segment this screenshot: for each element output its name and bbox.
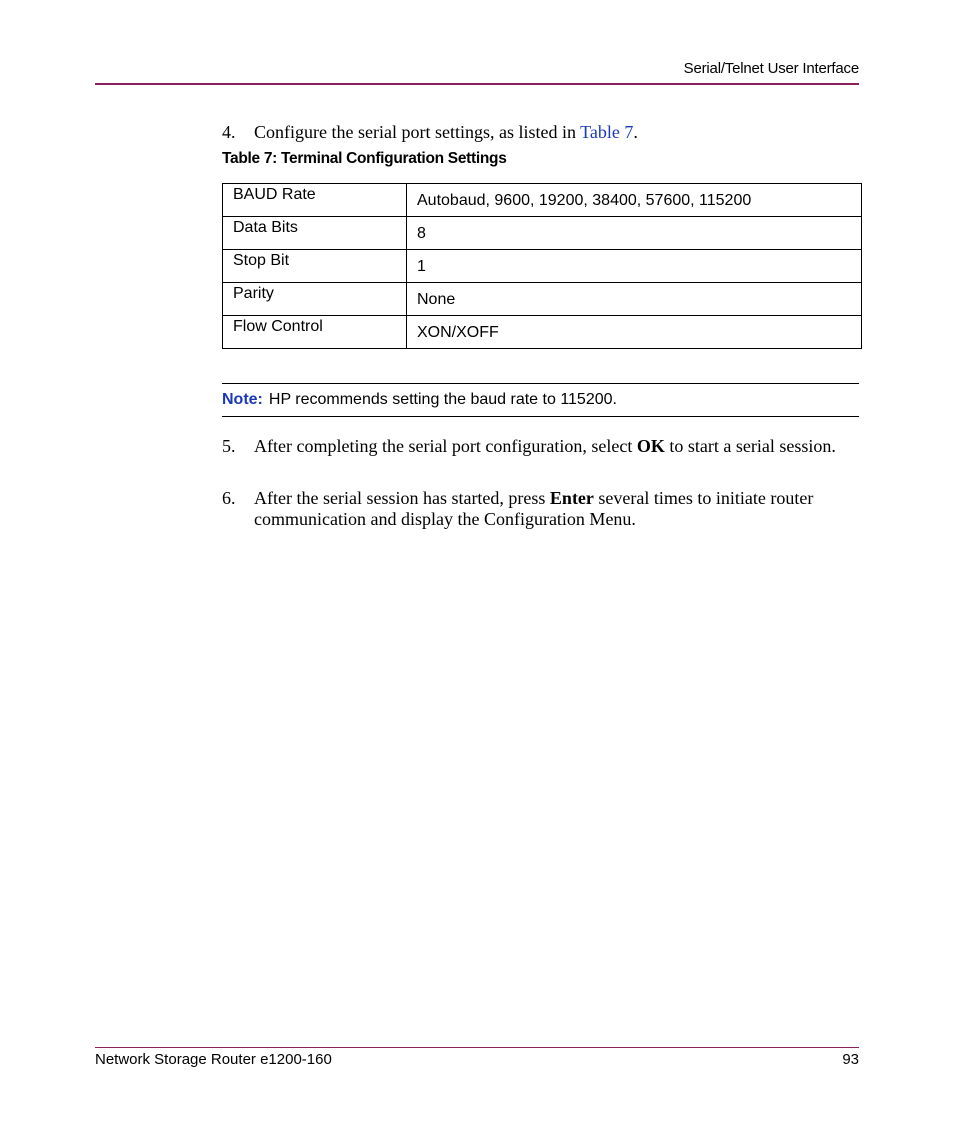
note-box	[222, 383, 859, 417]
note-label: Note:	[222, 391, 263, 408]
step-text-end: .	[633, 122, 638, 142]
row-value: 1	[407, 250, 862, 283]
step-text: Configure the serial port settings, as listed in	[254, 122, 581, 142]
step-number: 5.	[222, 436, 236, 456]
row-label: BAUD Rate	[223, 184, 407, 217]
row-label: Flow Control	[223, 316, 407, 349]
running-header: Serial/Telnet User Interface	[683, 60, 859, 77]
step-text: After completing the serial port configuration, select	[254, 436, 637, 456]
row-value: 8	[407, 217, 862, 250]
step-text-end: several times to initiate router communication and display the Configuration Menu.	[254, 488, 814, 529]
row-label: Parity	[223, 283, 407, 316]
row-value: None	[407, 283, 862, 316]
step-body	[254, 436, 862, 457]
table-row	[223, 184, 862, 217]
enter-keyword: Enter	[549, 488, 594, 508]
table-row	[223, 217, 862, 250]
terminal-settings-table	[222, 183, 862, 349]
footer-product: Network Storage Router e1200-160	[95, 1051, 332, 1068]
step-number: 4.	[222, 122, 236, 142]
step-body	[254, 122, 862, 143]
row-value: XON/XOFF	[407, 316, 862, 349]
step-body	[254, 488, 862, 530]
table-row	[223, 316, 862, 349]
step-text: After the serial session has started, press	[254, 488, 550, 508]
step-number: 6.	[222, 488, 236, 508]
step-6	[222, 488, 862, 530]
row-value: Autobaud, 9600, 19200, 38400, 57600, 115200	[407, 184, 862, 217]
step-text-end: to start a serial session.	[664, 436, 836, 456]
footer-rule	[95, 1047, 859, 1048]
row-label: Data Bits	[223, 217, 407, 250]
table-row	[223, 283, 862, 316]
step-4	[222, 122, 862, 143]
page-number: 93	[842, 1051, 859, 1068]
table-row	[223, 250, 862, 283]
note-text: HP recommends setting the baud rate to 115200.	[268, 391, 617, 408]
row-label: Stop Bit	[223, 250, 407, 283]
table-caption: Table 7: Terminal Configuration Settings	[222, 150, 507, 167]
table-7-link[interactable]: Table 7	[580, 122, 634, 142]
ok-keyword: OK	[636, 436, 665, 456]
step-5	[222, 436, 862, 457]
header-rule	[95, 83, 859, 85]
